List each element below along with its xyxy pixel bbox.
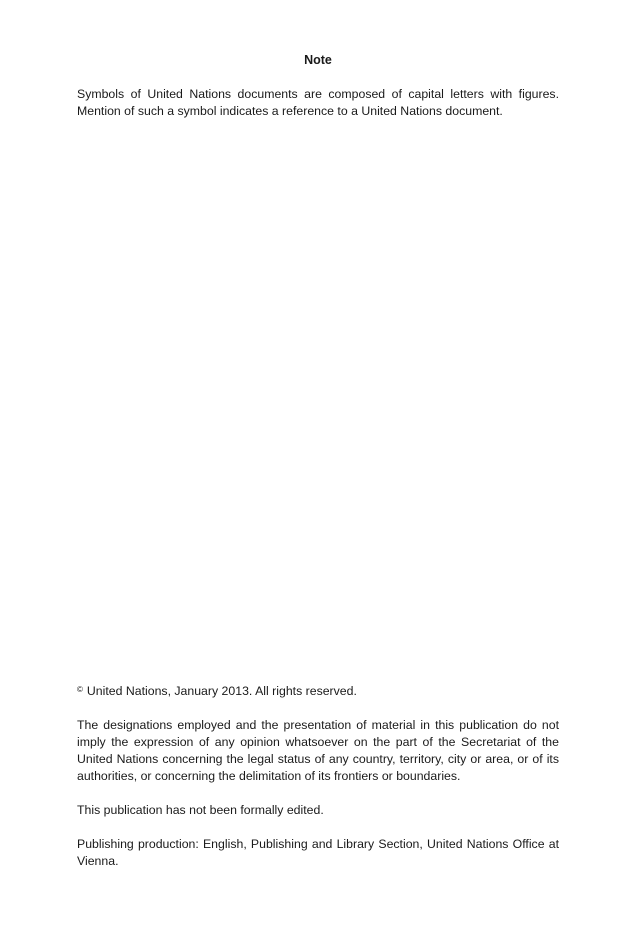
note-text: Symbols of United Nations documents are composed of capital letters with figures. Mention of such a symbol indicates a reference to a United Nations document. [77,87,559,118]
editing-note: This publication has not been formally edited. [77,803,324,817]
note-title: Note [304,53,332,67]
copyright-text: United Nations, January 2013. All rights reserved. [86,684,357,698]
note-section [77,52,559,120]
copyright-line [77,681,559,700]
production-credit: Publishing production: English, Publishing and Library Section, United Nations Office at Vienna. [77,837,559,868]
copyright-symbol: © [77,685,83,694]
disclaimer-text: The designations employed and the presentation of material in this publication do not imply the expression of any opinion whatsoever on the part of the Secretariat of the United Nations concerning the legal status of any country, territory, city or area, or of its authorities, or concerning the delimitation of its frontiers or boundaries. [77,718,559,783]
imprint-section [77,681,559,887]
